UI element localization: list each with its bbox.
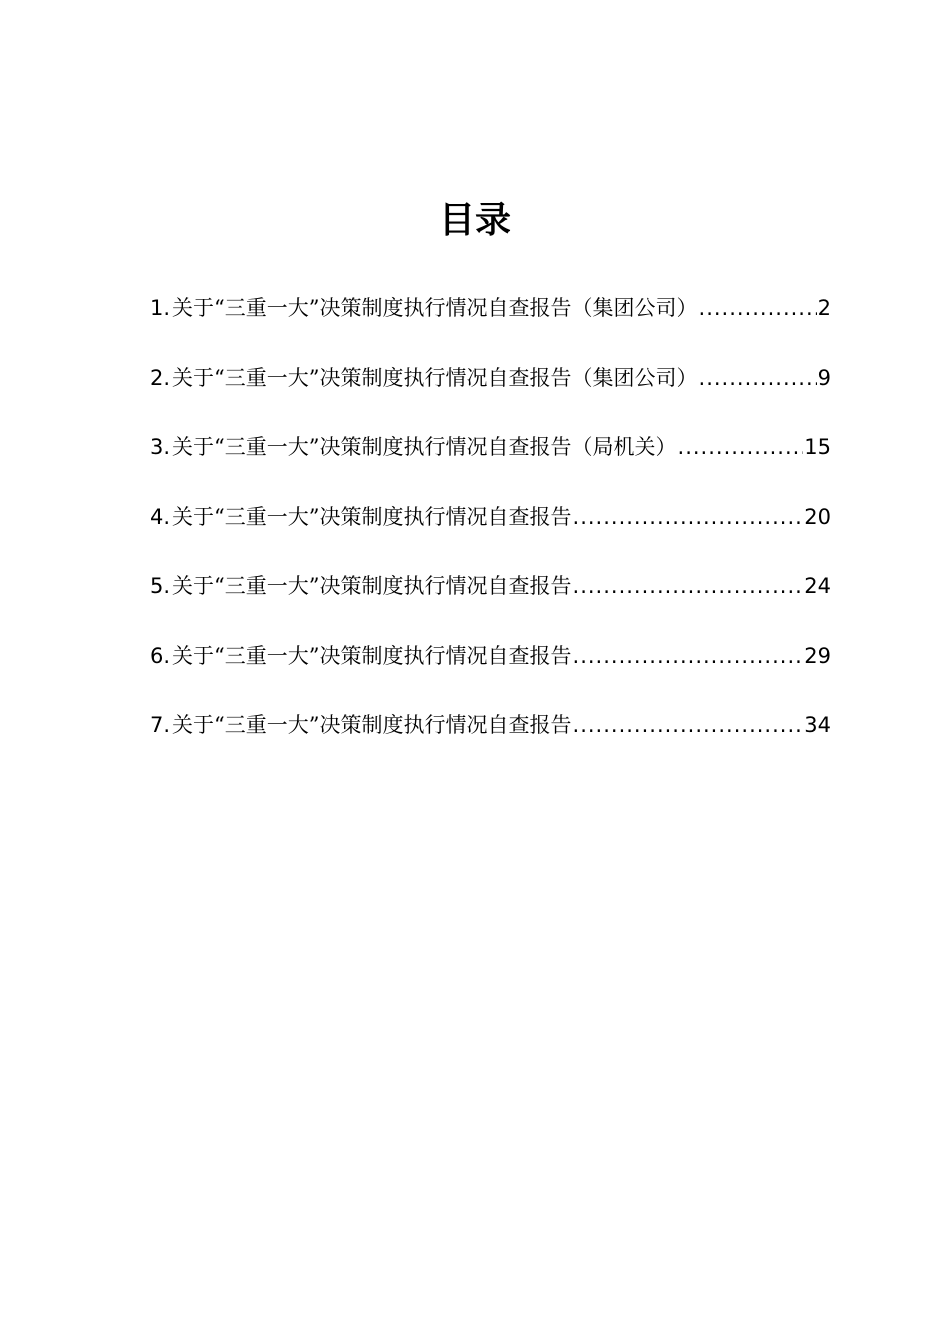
- toc-entry-page: 15: [804, 435, 831, 459]
- toc-entry-number: 5.: [150, 574, 171, 598]
- toc-list: [150, 288, 831, 775]
- toc-entry-title: 关于“三重一大”决策制度执行情况自查报告（集团公司）: [172, 296, 698, 320]
- toc-entry-page: 24: [804, 574, 831, 598]
- toc-entry-4[interactable]: [150, 497, 831, 567]
- toc-entry-number: 7.: [150, 713, 171, 737]
- toc-dot-leader: [573, 497, 804, 537]
- toc-entry-1[interactable]: [150, 288, 831, 358]
- toc-entry-page: 20: [804, 504, 831, 529]
- toc-entry-number: 3.: [150, 435, 171, 459]
- toc-entry-page: 9: [817, 365, 831, 390]
- toc-entry-3[interactable]: [150, 427, 831, 497]
- toc-entry-title: 关于“三重一大”决策制度执行情况自查报告: [172, 643, 572, 668]
- toc-entry-number: 6.: [150, 643, 171, 668]
- toc-dot-leader: [573, 705, 804, 745]
- toc-dot-leader: [678, 427, 804, 467]
- toc-entry-title: 关于“三重一大”决策制度执行情况自查报告（局机关）: [172, 435, 677, 459]
- toc-dot-leader: [699, 288, 817, 328]
- toc-entry-number: 4.: [150, 504, 171, 529]
- toc-entry-page: 2: [817, 296, 831, 320]
- toc-entry-number: 1.: [150, 296, 171, 320]
- toc-entry-5[interactable]: [150, 566, 831, 636]
- toc-dot-leader: [573, 566, 804, 606]
- toc-entry-page: 29: [804, 643, 831, 668]
- toc-entry-7[interactable]: [150, 705, 831, 775]
- toc-entry-title: 关于“三重一大”决策制度执行情况自查报告: [172, 504, 572, 529]
- toc-entry-number: 2.: [150, 365, 171, 390]
- toc-entry-page: 34: [804, 713, 831, 737]
- toc-entry-title: 关于“三重一大”决策制度执行情况自查报告: [172, 713, 572, 737]
- toc-title: 目录: [438, 199, 511, 241]
- toc-entry-6[interactable]: [150, 636, 831, 706]
- toc-entry-2[interactable]: [150, 358, 831, 428]
- toc-dot-leader: [573, 636, 804, 676]
- toc-entry-title: 关于“三重一大”决策制度执行情况自查报告（集团公司）: [172, 365, 698, 390]
- toc-entry-title: 关于“三重一大”决策制度执行情况自查报告: [172, 574, 572, 598]
- toc-dot-leader: [699, 358, 817, 398]
